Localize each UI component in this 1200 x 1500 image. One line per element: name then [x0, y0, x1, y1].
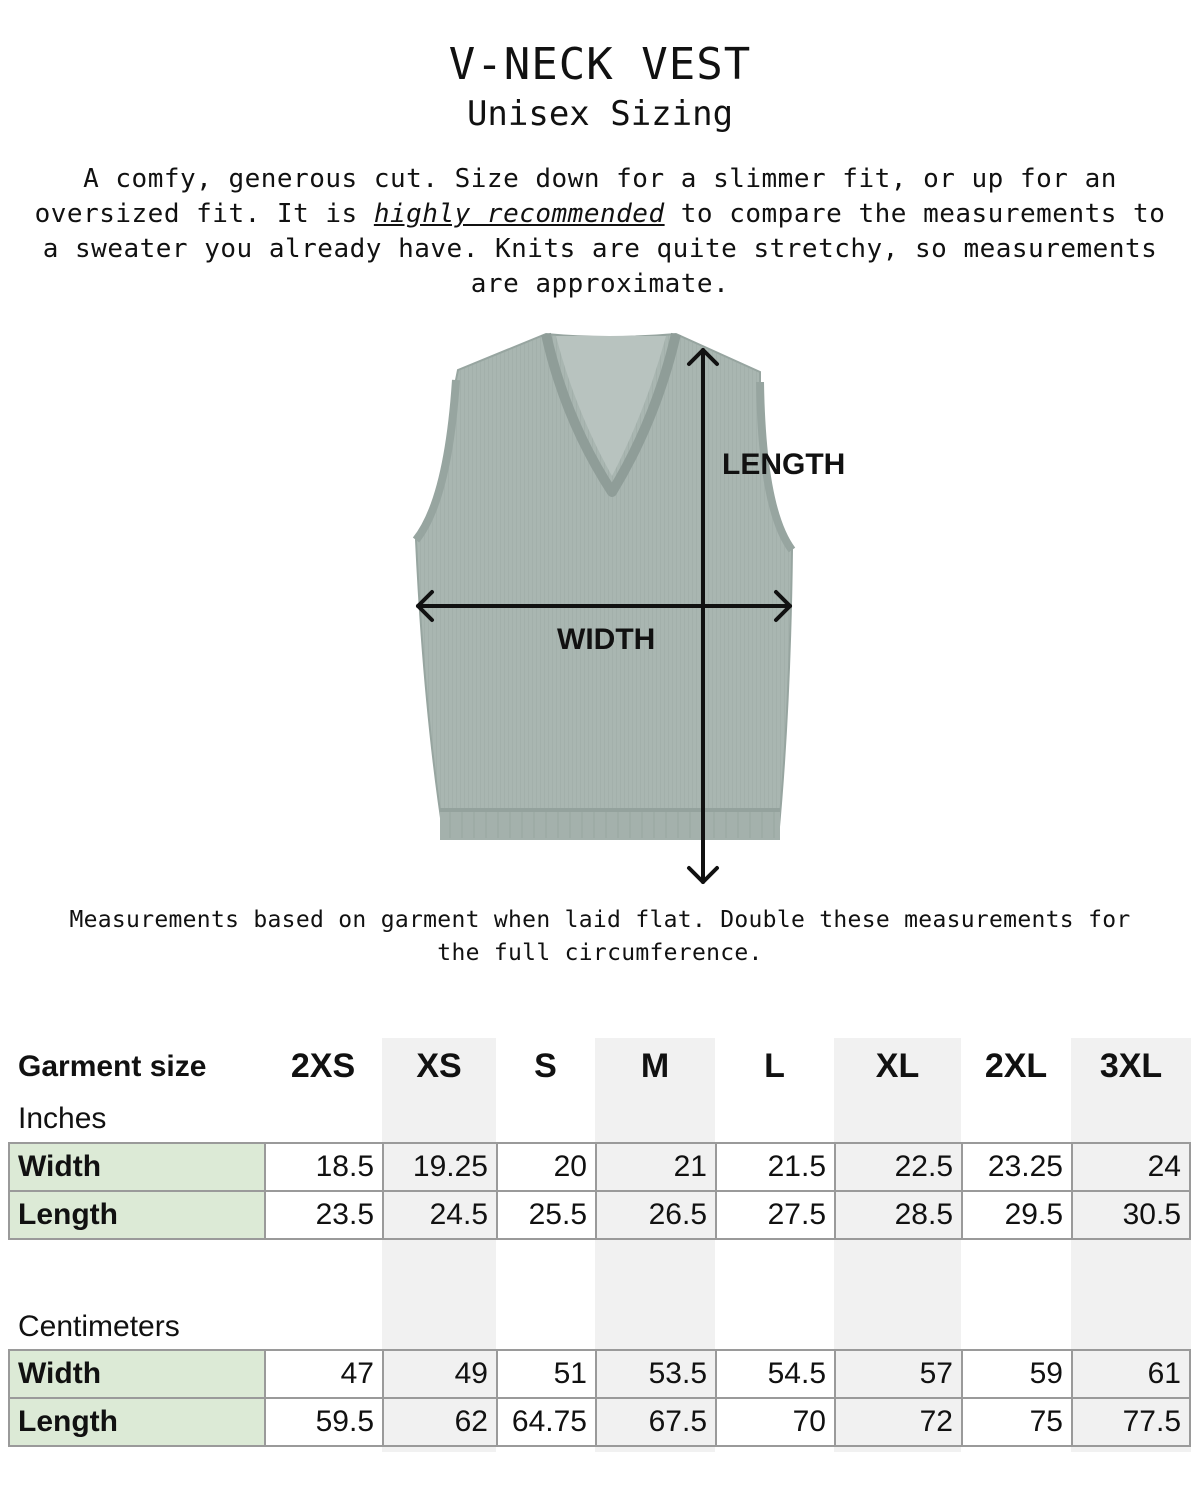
cell-cm-width-3xl: 61: [1072, 1350, 1190, 1398]
cell-inches-length-xs: 24.5: [383, 1191, 497, 1239]
cell-inches-length-xl: 28.5: [835, 1191, 962, 1239]
size-header-m: M: [640, 1047, 670, 1085]
size-header-xs: XS: [416, 1047, 462, 1085]
vest-diagram: [0, 310, 1200, 900]
row-label-cm-length: Length: [9, 1398, 265, 1446]
cell-inches-width-3xl: 24: [1072, 1143, 1190, 1191]
centimeters-table: [8, 1349, 1191, 1447]
cell-inches-length-2xs: 23.5: [265, 1191, 383, 1239]
cell-cm-width-2xl: 59: [962, 1350, 1072, 1398]
row-label-inches-width: Width: [9, 1143, 265, 1191]
cell-cm-width-2xs: 47: [265, 1350, 383, 1398]
length-label: LENGTH: [722, 448, 846, 481]
cell-inches-length-3xl: 30.5: [1072, 1191, 1190, 1239]
cell-inches-width-m: 21: [596, 1143, 716, 1191]
cell-cm-length-2xs: 59.5: [265, 1398, 383, 1446]
row-label-cm-width: Width: [9, 1350, 265, 1398]
cell-inches-length-l: 27.5: [716, 1191, 835, 1239]
cell-inches-width-xl: 22.5: [835, 1143, 962, 1191]
cell-cm-width-xs: 49: [383, 1350, 497, 1398]
cell-inches-width-xs: 19.25: [383, 1143, 497, 1191]
measurement-note: Measurements based on garment when laid flat. Double these measurements for the full circumference.: [69, 907, 1131, 966]
cell-cm-length-m: 67.5: [596, 1398, 716, 1446]
size-header-2xs: 2XS: [290, 1047, 356, 1085]
size-header-2xl: 2XL: [984, 1047, 1048, 1085]
page-subtitle: Unisex Sizing: [466, 94, 734, 134]
cell-cm-width-xl: 57: [835, 1350, 962, 1398]
garment-size-label: Garment size: [18, 1050, 207, 1083]
cell-inches-length-s: 25.5: [497, 1191, 596, 1239]
row-label-inches-length: Length: [9, 1191, 265, 1239]
cell-cm-length-3xl: 77.5: [1072, 1398, 1190, 1446]
cell-inches-width-l: 21.5: [716, 1143, 835, 1191]
size-table: [0, 1038, 1200, 1458]
inches-label: Inches: [18, 1102, 107, 1135]
size-header-s: S: [534, 1047, 557, 1085]
centimeters-label: Centimeters: [18, 1310, 180, 1343]
cell-inches-width-s: 20: [497, 1143, 596, 1191]
table-row: [9, 1350, 1190, 1398]
cell-cm-width-s: 51: [497, 1350, 596, 1398]
table-row: [9, 1398, 1190, 1446]
cell-cm-length-s: 64.75: [497, 1398, 596, 1446]
cell-cm-width-l: 54.5: [716, 1350, 835, 1398]
table-row: [9, 1143, 1190, 1191]
page-title: V-NECK VEST: [448, 39, 752, 90]
size-header-xl: XL: [875, 1047, 920, 1085]
cell-inches-length-m: 26.5: [596, 1191, 716, 1239]
cell-inches-width-2xl: 23.25: [962, 1143, 1072, 1191]
size-header-l: L: [764, 1047, 785, 1085]
cell-cm-length-l: 70: [716, 1398, 835, 1446]
vest-illustration: [416, 334, 792, 840]
intro-text-end: to compare the measurements to a sweater you already have. Knits are quite stretchy, so measurements are approximate.: [42, 199, 1166, 299]
cell-inches-length-2xl: 29.5: [962, 1191, 1072, 1239]
inches-table: [8, 1142, 1191, 1240]
table-row: [9, 1191, 1190, 1239]
intro-text-start: A comfy, generous cut. Size down for a slimmer fit, or up for an oversized fit. It is: [34, 164, 1117, 229]
intro-paragraph: [30, 162, 1170, 302]
size-header-3xl: 3XL: [1099, 1047, 1163, 1085]
cell-cm-width-m: 53.5: [596, 1350, 716, 1398]
cell-cm-length-xl: 72: [835, 1398, 962, 1446]
intro-emphasis: highly recommended: [373, 199, 665, 229]
cell-cm-length-xs: 62: [383, 1398, 497, 1446]
width-label: WIDTH: [557, 623, 656, 656]
cell-cm-length-2xl: 75: [962, 1398, 1072, 1446]
cell-inches-width-2xs: 18.5: [265, 1143, 383, 1191]
